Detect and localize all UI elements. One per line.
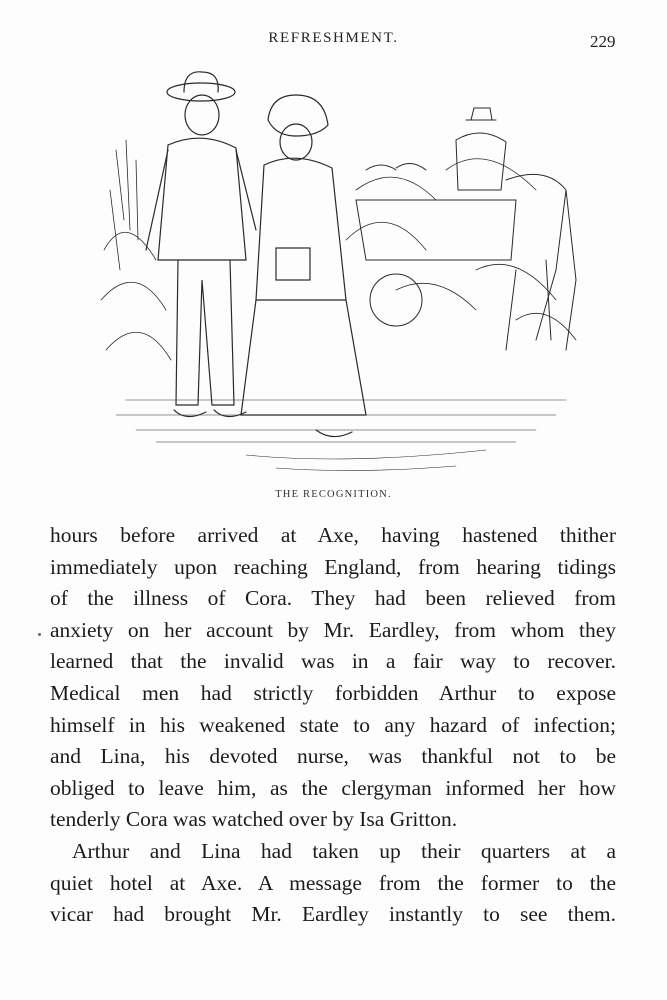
text-line: and Lina, his devoted nurse, was thankful not to be — [50, 744, 616, 769]
hedge-grass — [101, 140, 576, 360]
girl-figure — [241, 95, 366, 437]
text-line: Medical men had strictly forbidden Arthur to expose — [50, 680, 616, 705]
text-line: vicar had brought Mr. Eardley instantly to see them. — [50, 902, 616, 927]
text-line: tenderly Cora was watched over by Isa Gritton. — [50, 807, 458, 832]
page-number: 229 — [590, 32, 616, 51]
boy-figure — [146, 72, 256, 417]
running-title: REFRESHMENT. — [268, 30, 399, 46]
text-line: Arthur and Lina had taken up their quarters at a — [72, 838, 616, 863]
engraving-illustration — [96, 70, 586, 482]
text-line: immediately upon reaching England, from hearing tidings — [50, 554, 616, 579]
illustration-caption: THE RECOGNITION. — [275, 489, 392, 500]
carriage-and-horse — [356, 108, 576, 350]
text-line: anxiety on her account by Mr. Eardley, from whom they — [50, 617, 616, 642]
text-line: learned that the invalid was in a fair way to recover. — [50, 649, 616, 674]
page-speck — [38, 633, 41, 636]
text-line: hours before arrived at Axe, having hastened thither — [50, 523, 616, 547]
text-line: himself in his weakened state to any hazard of infection; — [50, 712, 616, 737]
text-line: of the illness of Cora. They had been relieved from — [50, 586, 616, 611]
text-line: quiet hotel at Axe. A message from the former to the — [50, 870, 616, 895]
text-line: obliged to leave him, as the clergyman informed her how — [50, 775, 616, 800]
body-text — [50, 520, 616, 931]
